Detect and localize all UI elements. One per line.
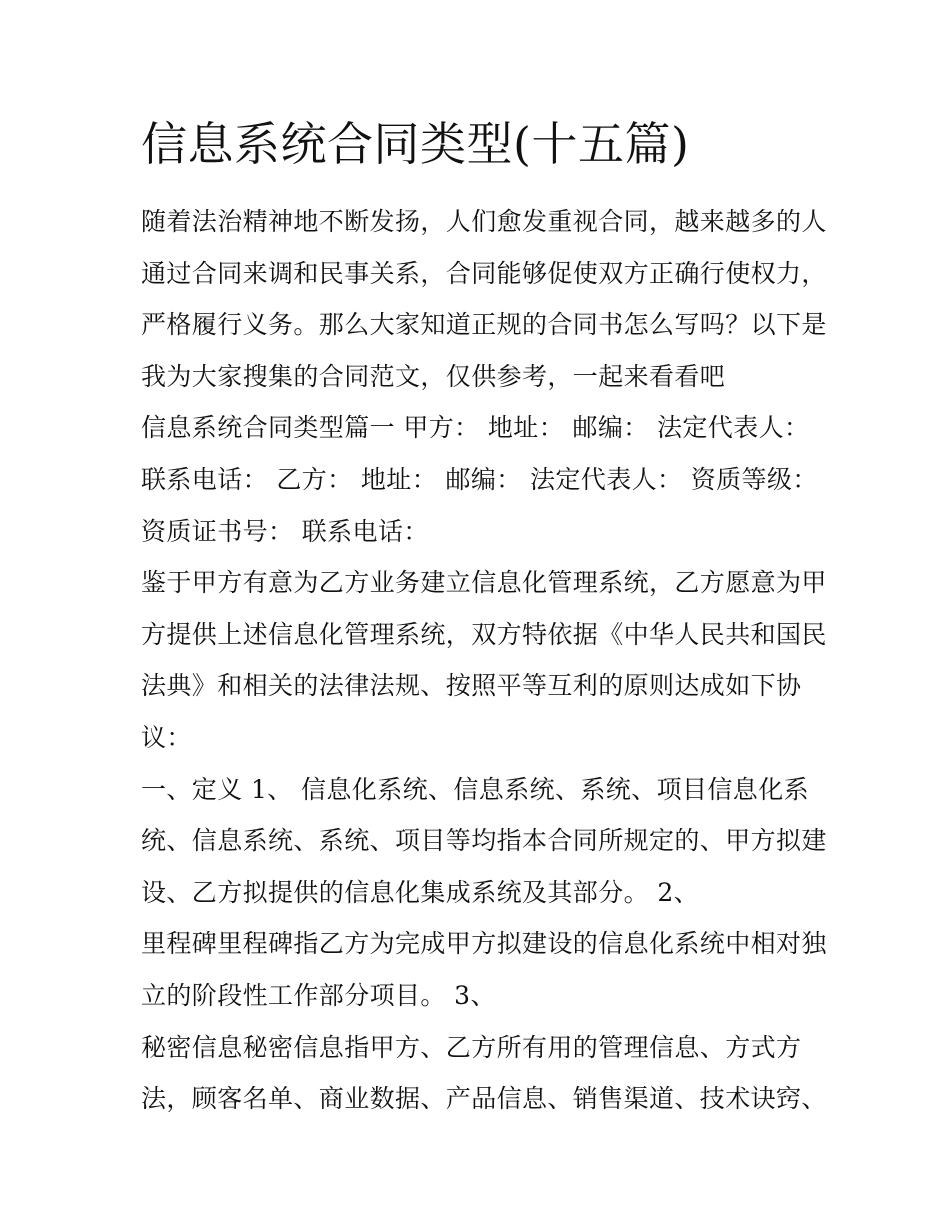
body-line-7: 资质证书号： 联系电话： <box>141 516 429 546</box>
body-line-8: 鉴于甲方有意为乙方业务建立信息化管理系统，乙方愿意为甲 <box>141 568 827 598</box>
body-line-18: 法，顾客名单、商业数据、产品信息、销售渠道、技术诀窍、 <box>141 1084 827 1114</box>
body-line-14: 设、乙方拟提供的信息化集成系统及其部分。 2、 <box>141 877 700 907</box>
document-title: 信息系统合同类型(十五篇) <box>141 117 690 171</box>
body-line-10: 法典》和相关的法律法规、按照平等互利的原则达成如下协 <box>141 671 802 701</box>
body-line-2: 通过合同来调和民事关系，合同能够促使双方正确行使权力， <box>141 258 827 288</box>
body-line-9: 方提供上述信息化管理系统，双方特依据《中华人民共和国民 <box>141 619 827 649</box>
body-line-3: 严格履行义务。那么大家知道正规的合同书怎么写吗？以下是 <box>141 310 827 340</box>
document-body <box>141 196 827 1125</box>
body-line-5: 信息系统合同类型篇一 甲方： 地址： 邮编： 法定代表人： <box>141 413 810 443</box>
body-line-11: 议： <box>141 722 192 752</box>
body-line-16: 立的阶段性工作部分项目。 3、 <box>141 980 496 1010</box>
body-line-13: 统、信息系统、系统、项目等均指本合同所规定的、甲方拟建 <box>141 826 827 856</box>
body-line-1: 随着法治精神地不断发扬，人们愈发重视合同，越来越多的人 <box>141 207 827 236</box>
body-line-12: 一、定义 1、 信息化系统、信息系统、系统、项目信息化系 <box>141 774 810 804</box>
body-line-4: 我为大家搜集的合同范文，仅供参考，一起来看看吧 <box>141 361 726 391</box>
body-line-15: 里程碑里程碑指乙方为完成甲方拟建设的信息化系统中相对独 <box>141 929 827 959</box>
body-line-17: 秘密信息秘密信息指甲方、乙方所有用的管理信息、方式方 <box>141 1032 802 1062</box>
body-line-6: 联系电话： 乙方： 地址： 邮编： 法定代表人： 资质等级： <box>141 464 818 494</box>
